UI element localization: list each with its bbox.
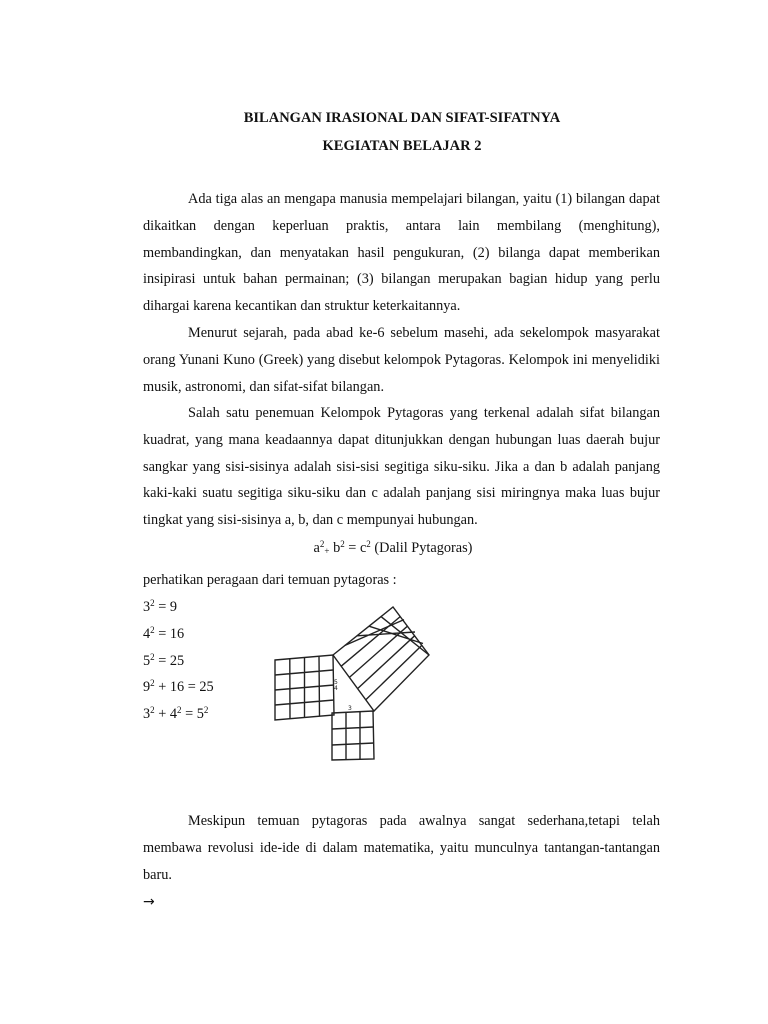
arrow-right-icon: → — [143, 894, 155, 910]
square-3x3 — [332, 711, 374, 760]
label-left-square: 4 — [334, 685, 338, 692]
document-title: BILANGAN IRASIONAL DAN SIFAT-SIFATNYA — [243, 110, 561, 126]
equation-base: 4 — [169, 706, 178, 723]
paragraph-text: Meskipun temuan pytagoras pada awalnya sangat sederhana,tetapi telah membawa revolusi ide-ide di dalam matematika, yaitu munculnya tantangan-tantangan baru. — [143, 813, 660, 883]
paragraph-text: Menurut sejarah, pada abad ke-6 sebelum masehi, ada sekelompok masyarakat orang Yunani Kuno (Greek) yang disebut kelompok Pytagoras. Kelompok ini menyelidiki musik, astronomi, dan sifat-sifat bilangan. — [143, 325, 660, 395]
equation-base: 9 — [143, 679, 151, 696]
equation-base: 3 — [143, 706, 151, 723]
formula-equals: = — [344, 540, 360, 556]
equation-list — [143, 598, 214, 732]
equation-exponent: 2 — [150, 678, 155, 689]
equation-base: 5 — [196, 706, 204, 723]
formula-plus: + — [324, 546, 330, 556]
formula-name: (Dalil Pytagoras) — [370, 540, 473, 556]
equation-exponent: 2 — [203, 705, 209, 716]
equation-rest: = 16 — [154, 625, 185, 642]
equation-operator: = — [181, 706, 197, 723]
equation-exponent: 2 — [177, 705, 182, 716]
closing-paragraph — [143, 808, 660, 888]
equation-exponent: 2 — [150, 705, 155, 716]
equation-rest: = 9 — [154, 599, 178, 615]
formula-b: b — [333, 540, 341, 556]
equation-item — [143, 678, 214, 705]
equation-item — [143, 705, 214, 732]
pythagoras-formula — [0, 540, 768, 557]
equation-rest: = 25 — [154, 652, 185, 669]
paragraph-text: Salah satu penemuan Kelompok Pytagoras yang terkenal adalah sifat bilangan kuadrat, yang mana keadaannya dapat ditunjukkan dengan hubungan luas daerah bujur sangkar yang sisi-sisinya adalah sisi-sisi segitiga siku-siku. Jika a dan b adalah panjang kaki-kaki suatu segitiga siku-siku dan c adalah panjang sisi miringnya maka luas bujur tingkat yang sisi-sisinya a, b, dan c mempunyai hubungan. — [143, 405, 660, 529]
equation-item — [143, 652, 214, 679]
document-subtitle: KEGIATAN BELAJAR 2 — [322, 138, 482, 154]
equation-exponent: 2 — [150, 624, 155, 635]
pythagoras-squares-figure — [268, 600, 438, 770]
paragraph-1 — [143, 186, 660, 320]
paragraph-3 — [143, 400, 660, 534]
equation-exponent: 2 — [150, 651, 155, 662]
equation-rest: + 16 = 25 — [154, 679, 214, 696]
formula-c: c — [359, 540, 367, 556]
equation-item — [143, 625, 214, 652]
formula-c-exponent: 2 — [366, 539, 371, 549]
equation-base: 4 — [143, 625, 151, 642]
equation-base: 5 — [143, 652, 151, 669]
equation-base: 3 — [143, 599, 151, 615]
demonstration-intro: perhatikan peragaan dari temuan pytagoras : — [143, 572, 397, 588]
equation-item — [143, 598, 214, 625]
label-top-square: 5 — [334, 679, 338, 686]
formula-b-exponent: 2 — [340, 539, 345, 549]
square-5x5 — [333, 607, 429, 711]
square-4x4 — [275, 655, 334, 720]
paragraph-2 — [143, 320, 660, 400]
label-bottom-square: 3 — [348, 705, 352, 712]
formula-a: a — [313, 540, 320, 556]
equation-operator: + — [154, 706, 170, 723]
paragraph-text: Ada tiga alas an mengapa manusia mempelajari bilangan, yaitu (1) bilangan dapat dikaitkan dengan keperluan praktis, antara lain membilang (menghitung), membandingkan, dan menyatakan hasil pengukuran, (2) bilanga dapat memberikan insipirasi untuk bahan permainan; (3) bilangan merupakan bagian hidup yang perlu dihargai karena kecantikan dan struktur keterkaitannya. — [143, 191, 660, 315]
equation-exponent: 2 — [150, 598, 155, 608]
formula-a-exponent: 2 — [319, 539, 325, 549]
